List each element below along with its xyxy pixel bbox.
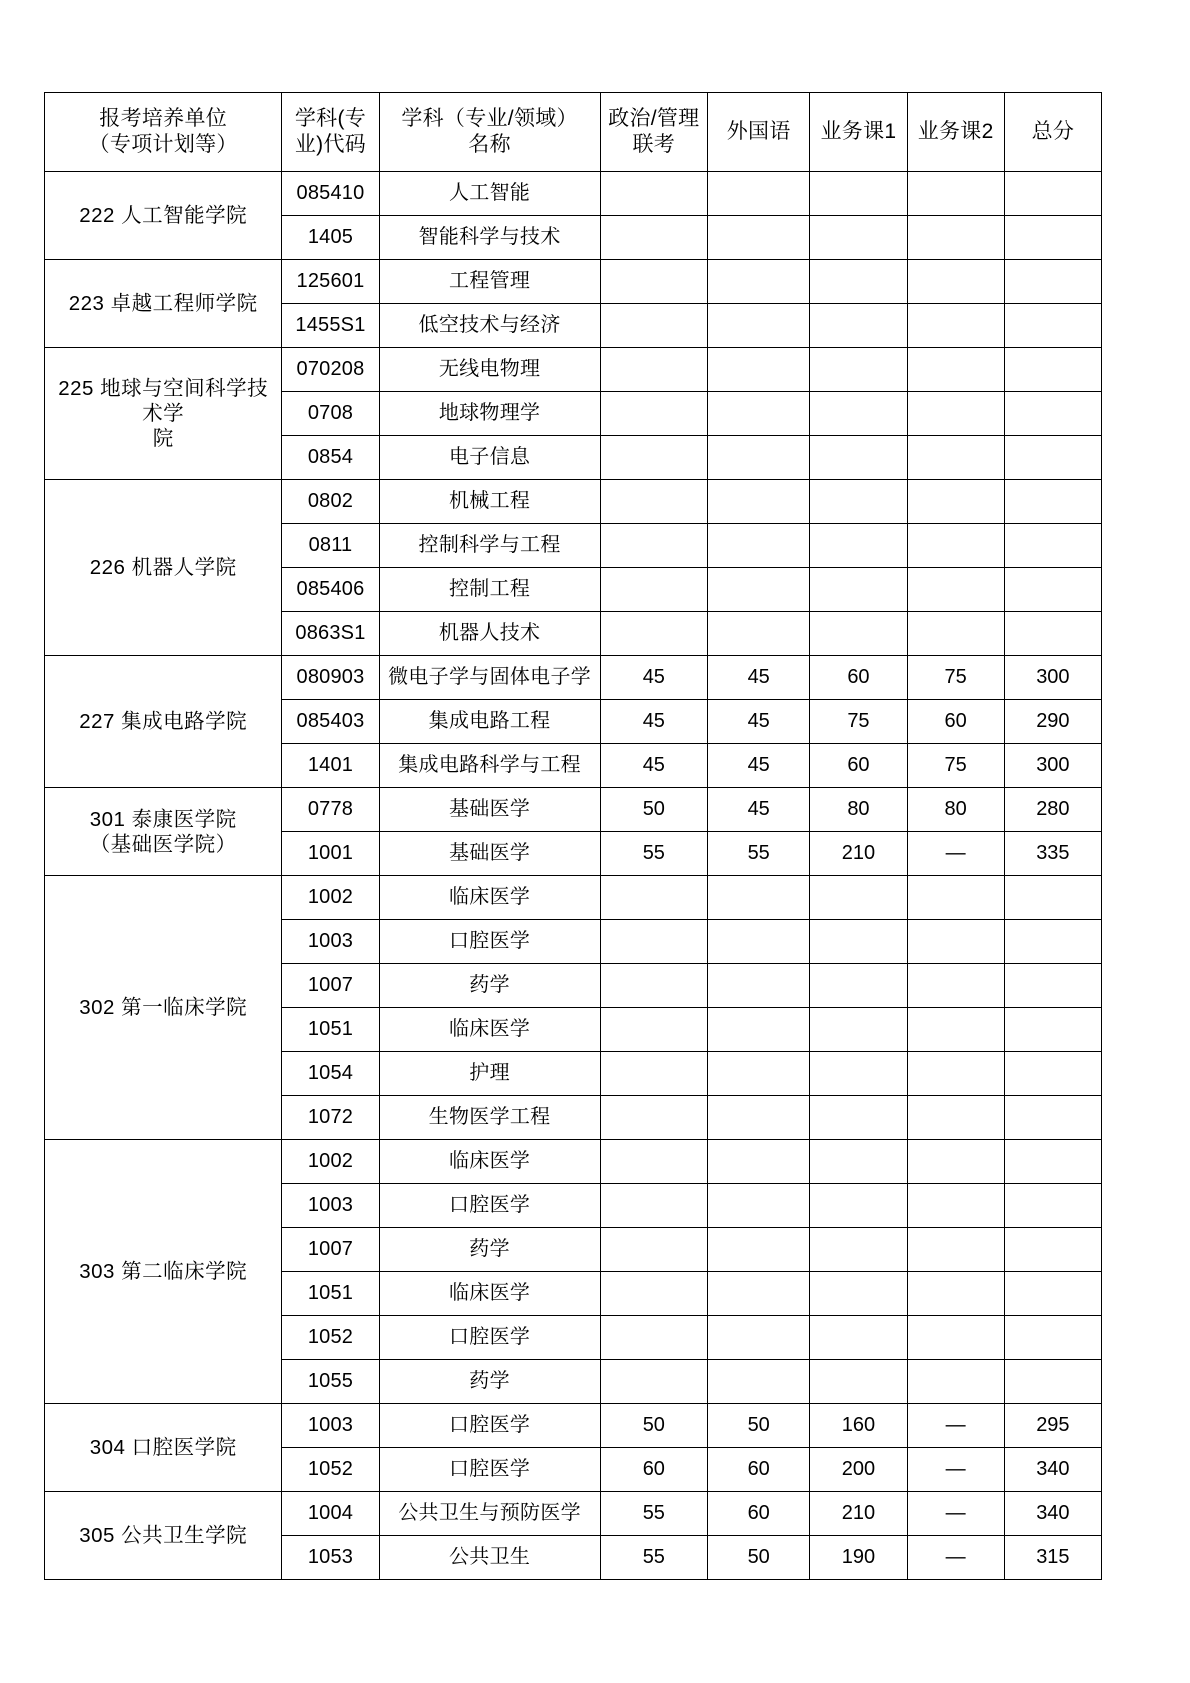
discipline-code-cell: 125601 <box>282 260 379 304</box>
total-score-cell: 295 <box>1004 1404 1101 1448</box>
foreign-language-score-cell: 60 <box>708 1492 810 1536</box>
discipline-name-cell: 口腔医学 <box>379 920 600 964</box>
foreign-language-score-cell <box>708 260 810 304</box>
business2-score-cell <box>907 1008 1004 1052</box>
foreign-language-score-cell <box>708 1052 810 1096</box>
discipline-code-cell: 0802 <box>282 480 379 524</box>
column-header-unit-line1: 报考培养单位 <box>99 107 228 131</box>
total-score-cell <box>1004 524 1101 568</box>
discipline-code-cell: 1003 <box>282 1184 379 1228</box>
business2-score-cell <box>907 524 1004 568</box>
business1-score-cell <box>810 920 907 964</box>
business1-score-cell <box>810 304 907 348</box>
discipline-name-cell: 临床医学 <box>379 1272 600 1316</box>
discipline-code-cell: 1007 <box>282 1228 379 1272</box>
foreign-language-score-cell <box>708 216 810 260</box>
foreign-language-score-cell <box>708 568 810 612</box>
unit-label-line: 226 机器人学院 <box>89 556 237 579</box>
discipline-code-cell: 1051 <box>282 1272 379 1316</box>
business1-score-cell: 190 <box>810 1536 907 1580</box>
total-score-cell <box>1004 392 1101 436</box>
total-score-cell <box>1004 1052 1101 1096</box>
discipline-code-cell: 1055 <box>282 1360 379 1404</box>
politics-score-cell: 60 <box>600 1448 707 1492</box>
total-score-cell <box>1004 1360 1101 1404</box>
business1-score-cell <box>810 524 907 568</box>
discipline-code-cell: 0854 <box>282 436 379 480</box>
politics-score-cell <box>600 216 707 260</box>
business1-score-cell <box>810 568 907 612</box>
business2-score-cell <box>907 480 1004 524</box>
discipline-name-cell: 口腔医学 <box>379 1184 600 1228</box>
politics-score-cell: 50 <box>600 1404 707 1448</box>
unit-label-line: （基础医学院） <box>89 832 237 856</box>
unit-label-line: 227 集成电路学院 <box>79 710 248 733</box>
table-row <box>45 788 1102 832</box>
discipline-code-cell: 085403 <box>282 700 379 744</box>
politics-score-cell: 45 <box>600 656 707 700</box>
business2-score-cell <box>907 568 1004 612</box>
discipline-code-cell: 085410 <box>282 172 379 216</box>
discipline-name-cell: 控制科学与工程 <box>379 524 600 568</box>
discipline-name-cell: 基础医学 <box>379 832 600 876</box>
business2-score-cell <box>907 1052 1004 1096</box>
total-score-cell: 340 <box>1004 1448 1101 1492</box>
foreign-language-score-cell <box>708 348 810 392</box>
business2-score-cell <box>907 1272 1004 1316</box>
business1-score-cell <box>810 1052 907 1096</box>
discipline-name-cell: 临床医学 <box>379 1008 600 1052</box>
business2-score-cell: — <box>907 832 1004 876</box>
foreign-language-score-cell <box>708 964 810 1008</box>
politics-score-cell <box>600 1140 707 1184</box>
business2-score-cell <box>907 304 1004 348</box>
discipline-code-cell: 070208 <box>282 348 379 392</box>
total-score-cell <box>1004 436 1101 480</box>
business1-score-cell <box>810 612 907 656</box>
table-row <box>45 656 1102 700</box>
politics-score-cell: 45 <box>600 700 707 744</box>
business2-score-cell <box>907 1140 1004 1184</box>
discipline-code-cell: 1001 <box>282 832 379 876</box>
discipline-name-cell: 集成电路科学与工程 <box>379 744 600 788</box>
business2-score-cell <box>907 876 1004 920</box>
column-header-code <box>282 93 379 172</box>
table-row <box>45 876 1102 920</box>
total-score-cell <box>1004 1140 1101 1184</box>
unit-label-line: 304 口腔医学院 <box>89 1436 237 1459</box>
politics-score-cell <box>600 304 707 348</box>
unit-label-line: 301 泰康医学院 <box>89 807 237 831</box>
total-score-cell <box>1004 260 1101 304</box>
column-header-name-line1: 学科（专业/领域） <box>401 107 578 131</box>
column-header-code-line2: 业)代码 <box>294 133 367 156</box>
politics-score-cell <box>600 1272 707 1316</box>
total-score-cell <box>1004 1008 1101 1052</box>
foreign-language-score-cell: 45 <box>708 656 810 700</box>
business2-score-cell <box>907 964 1004 1008</box>
discipline-name-cell: 公共卫生与预防医学 <box>379 1492 600 1536</box>
politics-score-cell: 55 <box>600 1492 707 1536</box>
politics-score-cell <box>600 1184 707 1228</box>
discipline-name-cell: 机器人技术 <box>379 612 600 656</box>
business1-score-cell <box>810 260 907 304</box>
discipline-name-cell: 临床医学 <box>379 876 600 920</box>
table-row <box>45 1492 1102 1536</box>
business1-score-cell: 75 <box>810 700 907 744</box>
discipline-name-cell: 机械工程 <box>379 480 600 524</box>
total-score-cell <box>1004 1272 1101 1316</box>
unit-label-line: 222 人工智能学院 <box>79 204 248 227</box>
column-header-unit-line2: （专项计划等） <box>88 133 238 156</box>
business1-score-cell <box>810 1008 907 1052</box>
total-score-cell: 340 <box>1004 1492 1101 1536</box>
discipline-code-cell: 0708 <box>282 392 379 436</box>
politics-score-cell <box>600 1360 707 1404</box>
foreign-language-score-cell: 60 <box>708 1448 810 1492</box>
total-score-cell <box>1004 172 1101 216</box>
foreign-language-score-cell <box>708 1316 810 1360</box>
discipline-name-cell: 药学 <box>379 964 600 1008</box>
business1-score-cell <box>810 348 907 392</box>
column-header-code-line1: 学科(专 <box>294 107 367 131</box>
column-header-foreign-language: 外国语 <box>708 93 810 172</box>
business1-score-cell <box>810 172 907 216</box>
discipline-code-cell: 0778 <box>282 788 379 832</box>
discipline-code-cell: 1401 <box>282 744 379 788</box>
discipline-code-cell: 080903 <box>282 656 379 700</box>
business2-score-cell <box>907 260 1004 304</box>
unit-cell <box>45 348 282 480</box>
total-score-cell <box>1004 568 1101 612</box>
discipline-code-cell: 1072 <box>282 1096 379 1140</box>
business2-score-cell <box>907 1360 1004 1404</box>
total-score-cell <box>1004 964 1101 1008</box>
politics-score-cell <box>600 964 707 1008</box>
table-row <box>45 1140 1102 1184</box>
business2-score-cell <box>907 172 1004 216</box>
unit-cell <box>45 1492 282 1580</box>
business2-score-cell: 60 <box>907 700 1004 744</box>
unit-cell <box>45 876 282 1140</box>
discipline-name-cell: 生物医学工程 <box>379 1096 600 1140</box>
politics-score-cell: 45 <box>600 744 707 788</box>
discipline-name-cell: 药学 <box>379 1228 600 1272</box>
discipline-name-cell: 工程管理 <box>379 260 600 304</box>
foreign-language-score-cell: 50 <box>708 1404 810 1448</box>
discipline-code-cell: 0811 <box>282 524 379 568</box>
business1-score-cell: 160 <box>810 1404 907 1448</box>
total-score-cell <box>1004 216 1101 260</box>
total-score-cell <box>1004 480 1101 524</box>
politics-score-cell <box>600 568 707 612</box>
politics-score-cell <box>600 348 707 392</box>
business1-score-cell <box>810 436 907 480</box>
business2-score-cell: 75 <box>907 744 1004 788</box>
unit-label-line: 223 卓越工程师学院 <box>68 292 258 315</box>
discipline-code-cell: 1455S1 <box>282 304 379 348</box>
table-header-row <box>45 93 1102 172</box>
discipline-name-cell: 微电子学与固体电子学 <box>379 656 600 700</box>
foreign-language-score-cell: 45 <box>708 744 810 788</box>
foreign-language-score-cell: 45 <box>708 788 810 832</box>
unit-label-line: 院 <box>152 427 174 450</box>
discipline-name-cell: 护理 <box>379 1052 600 1096</box>
business1-score-cell: 210 <box>810 1492 907 1536</box>
total-score-cell <box>1004 1228 1101 1272</box>
politics-score-cell <box>600 436 707 480</box>
business2-score-cell: — <box>907 1404 1004 1448</box>
business1-score-cell <box>810 964 907 1008</box>
total-score-cell <box>1004 1096 1101 1140</box>
discipline-code-cell: 1004 <box>282 1492 379 1536</box>
foreign-language-score-cell <box>708 436 810 480</box>
business2-score-cell: — <box>907 1448 1004 1492</box>
total-score-cell: 300 <box>1004 656 1101 700</box>
discipline-name-cell: 公共卫生 <box>379 1536 600 1580</box>
foreign-language-score-cell <box>708 920 810 964</box>
business1-score-cell <box>810 1140 907 1184</box>
discipline-name-cell: 口腔医学 <box>379 1316 600 1360</box>
politics-score-cell <box>600 1316 707 1360</box>
total-score-cell <box>1004 304 1101 348</box>
business2-score-cell: 75 <box>907 656 1004 700</box>
foreign-language-score-cell: 45 <box>708 700 810 744</box>
discipline-name-cell: 临床医学 <box>379 1140 600 1184</box>
politics-score-cell <box>600 876 707 920</box>
unit-cell <box>45 1404 282 1492</box>
table-row <box>45 348 1102 392</box>
discipline-code-cell: 1053 <box>282 1536 379 1580</box>
unit-cell <box>45 172 282 260</box>
business2-score-cell <box>907 1316 1004 1360</box>
column-header-unit <box>45 93 282 172</box>
foreign-language-score-cell <box>708 1008 810 1052</box>
discipline-name-cell: 低空技术与经济 <box>379 304 600 348</box>
business1-score-cell <box>810 1272 907 1316</box>
column-header-name-line2: 名称 <box>468 133 511 156</box>
politics-score-cell <box>600 920 707 964</box>
discipline-name-cell: 药学 <box>379 1360 600 1404</box>
business2-score-cell <box>907 216 1004 260</box>
foreign-language-score-cell: 50 <box>708 1536 810 1580</box>
total-score-cell: 315 <box>1004 1536 1101 1580</box>
unit-label-line: 225 地球与空间科学技术学 <box>58 377 269 425</box>
column-header-business1: 业务课1 <box>810 93 907 172</box>
foreign-language-score-cell <box>708 480 810 524</box>
unit-cell <box>45 1140 282 1404</box>
total-score-cell <box>1004 1316 1101 1360</box>
business2-score-cell: — <box>907 1492 1004 1536</box>
discipline-name-cell: 人工智能 <box>379 172 600 216</box>
column-header-total: 总分 <box>1004 93 1101 172</box>
foreign-language-score-cell <box>708 1360 810 1404</box>
politics-score-cell <box>600 1228 707 1272</box>
table-row <box>45 480 1102 524</box>
discipline-name-cell: 智能科学与技术 <box>379 216 600 260</box>
total-score-cell: 290 <box>1004 700 1101 744</box>
table-body <box>45 172 1102 1580</box>
foreign-language-score-cell <box>708 524 810 568</box>
unit-cell <box>45 788 282 876</box>
business2-score-cell <box>907 1228 1004 1272</box>
foreign-language-score-cell <box>708 1228 810 1272</box>
politics-score-cell: 55 <box>600 1536 707 1580</box>
business1-score-cell <box>810 480 907 524</box>
business1-score-cell <box>810 876 907 920</box>
foreign-language-score-cell <box>708 392 810 436</box>
foreign-language-score-cell <box>708 1272 810 1316</box>
business1-score-cell: 60 <box>810 744 907 788</box>
discipline-code-cell: 1003 <box>282 920 379 964</box>
total-score-cell: 300 <box>1004 744 1101 788</box>
discipline-name-cell: 口腔医学 <box>379 1404 600 1448</box>
discipline-code-cell: 0863S1 <box>282 612 379 656</box>
politics-score-cell <box>600 1096 707 1140</box>
unit-cell <box>45 480 282 656</box>
business1-score-cell <box>810 392 907 436</box>
discipline-name-cell: 控制工程 <box>379 568 600 612</box>
total-score-cell <box>1004 1184 1101 1228</box>
business1-score-cell <box>810 1316 907 1360</box>
discipline-code-cell: 085406 <box>282 568 379 612</box>
column-header-politics-line1: 政治/管理 <box>608 107 700 131</box>
foreign-language-score-cell <box>708 1096 810 1140</box>
politics-score-cell: 55 <box>600 832 707 876</box>
business1-score-cell <box>810 1228 907 1272</box>
unit-label-line: 303 第二临床学院 <box>79 1260 248 1283</box>
foreign-language-score-cell <box>708 172 810 216</box>
column-header-politics-line2: 联考 <box>632 133 676 156</box>
discipline-code-cell: 1051 <box>282 1008 379 1052</box>
total-score-cell <box>1004 348 1101 392</box>
unit-cell <box>45 260 282 348</box>
business1-score-cell <box>810 1360 907 1404</box>
discipline-name-cell: 电子信息 <box>379 436 600 480</box>
total-score-cell: 335 <box>1004 832 1101 876</box>
business1-score-cell <box>810 216 907 260</box>
unit-label-line: 305 公共卫生学院 <box>79 1524 248 1547</box>
business1-score-cell: 200 <box>810 1448 907 1492</box>
discipline-name-cell: 基础医学 <box>379 788 600 832</box>
business2-score-cell <box>907 392 1004 436</box>
politics-score-cell <box>600 612 707 656</box>
business1-score-cell: 60 <box>810 656 907 700</box>
politics-score-cell: 50 <box>600 788 707 832</box>
politics-score-cell <box>600 172 707 216</box>
business1-score-cell: 210 <box>810 832 907 876</box>
total-score-cell <box>1004 876 1101 920</box>
discipline-code-cell: 1002 <box>282 1140 379 1184</box>
politics-score-cell <box>600 260 707 304</box>
politics-score-cell <box>600 1052 707 1096</box>
business2-score-cell <box>907 920 1004 964</box>
business2-score-cell <box>907 1184 1004 1228</box>
foreign-language-score-cell <box>708 1140 810 1184</box>
politics-score-cell <box>600 524 707 568</box>
foreign-language-score-cell <box>708 1184 810 1228</box>
foreign-language-score-cell <box>708 876 810 920</box>
business1-score-cell: 80 <box>810 788 907 832</box>
discipline-code-cell: 1002 <box>282 876 379 920</box>
business2-score-cell <box>907 612 1004 656</box>
total-score-cell <box>1004 920 1101 964</box>
business1-score-cell <box>810 1096 907 1140</box>
column-header-name <box>379 93 600 172</box>
discipline-code-cell: 1052 <box>282 1316 379 1360</box>
business2-score-cell <box>907 348 1004 392</box>
discipline-code-cell: 1007 <box>282 964 379 1008</box>
business2-score-cell <box>907 436 1004 480</box>
table-row <box>45 260 1102 304</box>
unit-label-line: 302 第一临床学院 <box>79 996 248 1019</box>
business2-score-cell: — <box>907 1536 1004 1580</box>
table-row <box>45 172 1102 216</box>
table-header <box>45 93 1102 172</box>
foreign-language-score-cell <box>708 304 810 348</box>
business2-score-cell <box>907 1096 1004 1140</box>
discipline-code-cell: 1405 <box>282 216 379 260</box>
column-header-politics <box>600 93 707 172</box>
politics-score-cell <box>600 392 707 436</box>
column-header-business2: 业务课2 <box>907 93 1004 172</box>
admission-score-table <box>44 92 1102 1580</box>
foreign-language-score-cell <box>708 612 810 656</box>
business2-score-cell: 80 <box>907 788 1004 832</box>
table-row <box>45 1404 1102 1448</box>
discipline-name-cell: 口腔医学 <box>379 1448 600 1492</box>
discipline-name-cell: 地球物理学 <box>379 392 600 436</box>
politics-score-cell <box>600 480 707 524</box>
total-score-cell: 280 <box>1004 788 1101 832</box>
foreign-language-score-cell: 55 <box>708 832 810 876</box>
total-score-cell <box>1004 612 1101 656</box>
discipline-code-cell: 1052 <box>282 1448 379 1492</box>
unit-cell <box>45 656 282 788</box>
discipline-code-cell: 1054 <box>282 1052 379 1096</box>
discipline-name-cell: 无线电物理 <box>379 348 600 392</box>
politics-score-cell <box>600 1008 707 1052</box>
business1-score-cell <box>810 1184 907 1228</box>
discipline-code-cell: 1003 <box>282 1404 379 1448</box>
discipline-name-cell: 集成电路工程 <box>379 700 600 744</box>
